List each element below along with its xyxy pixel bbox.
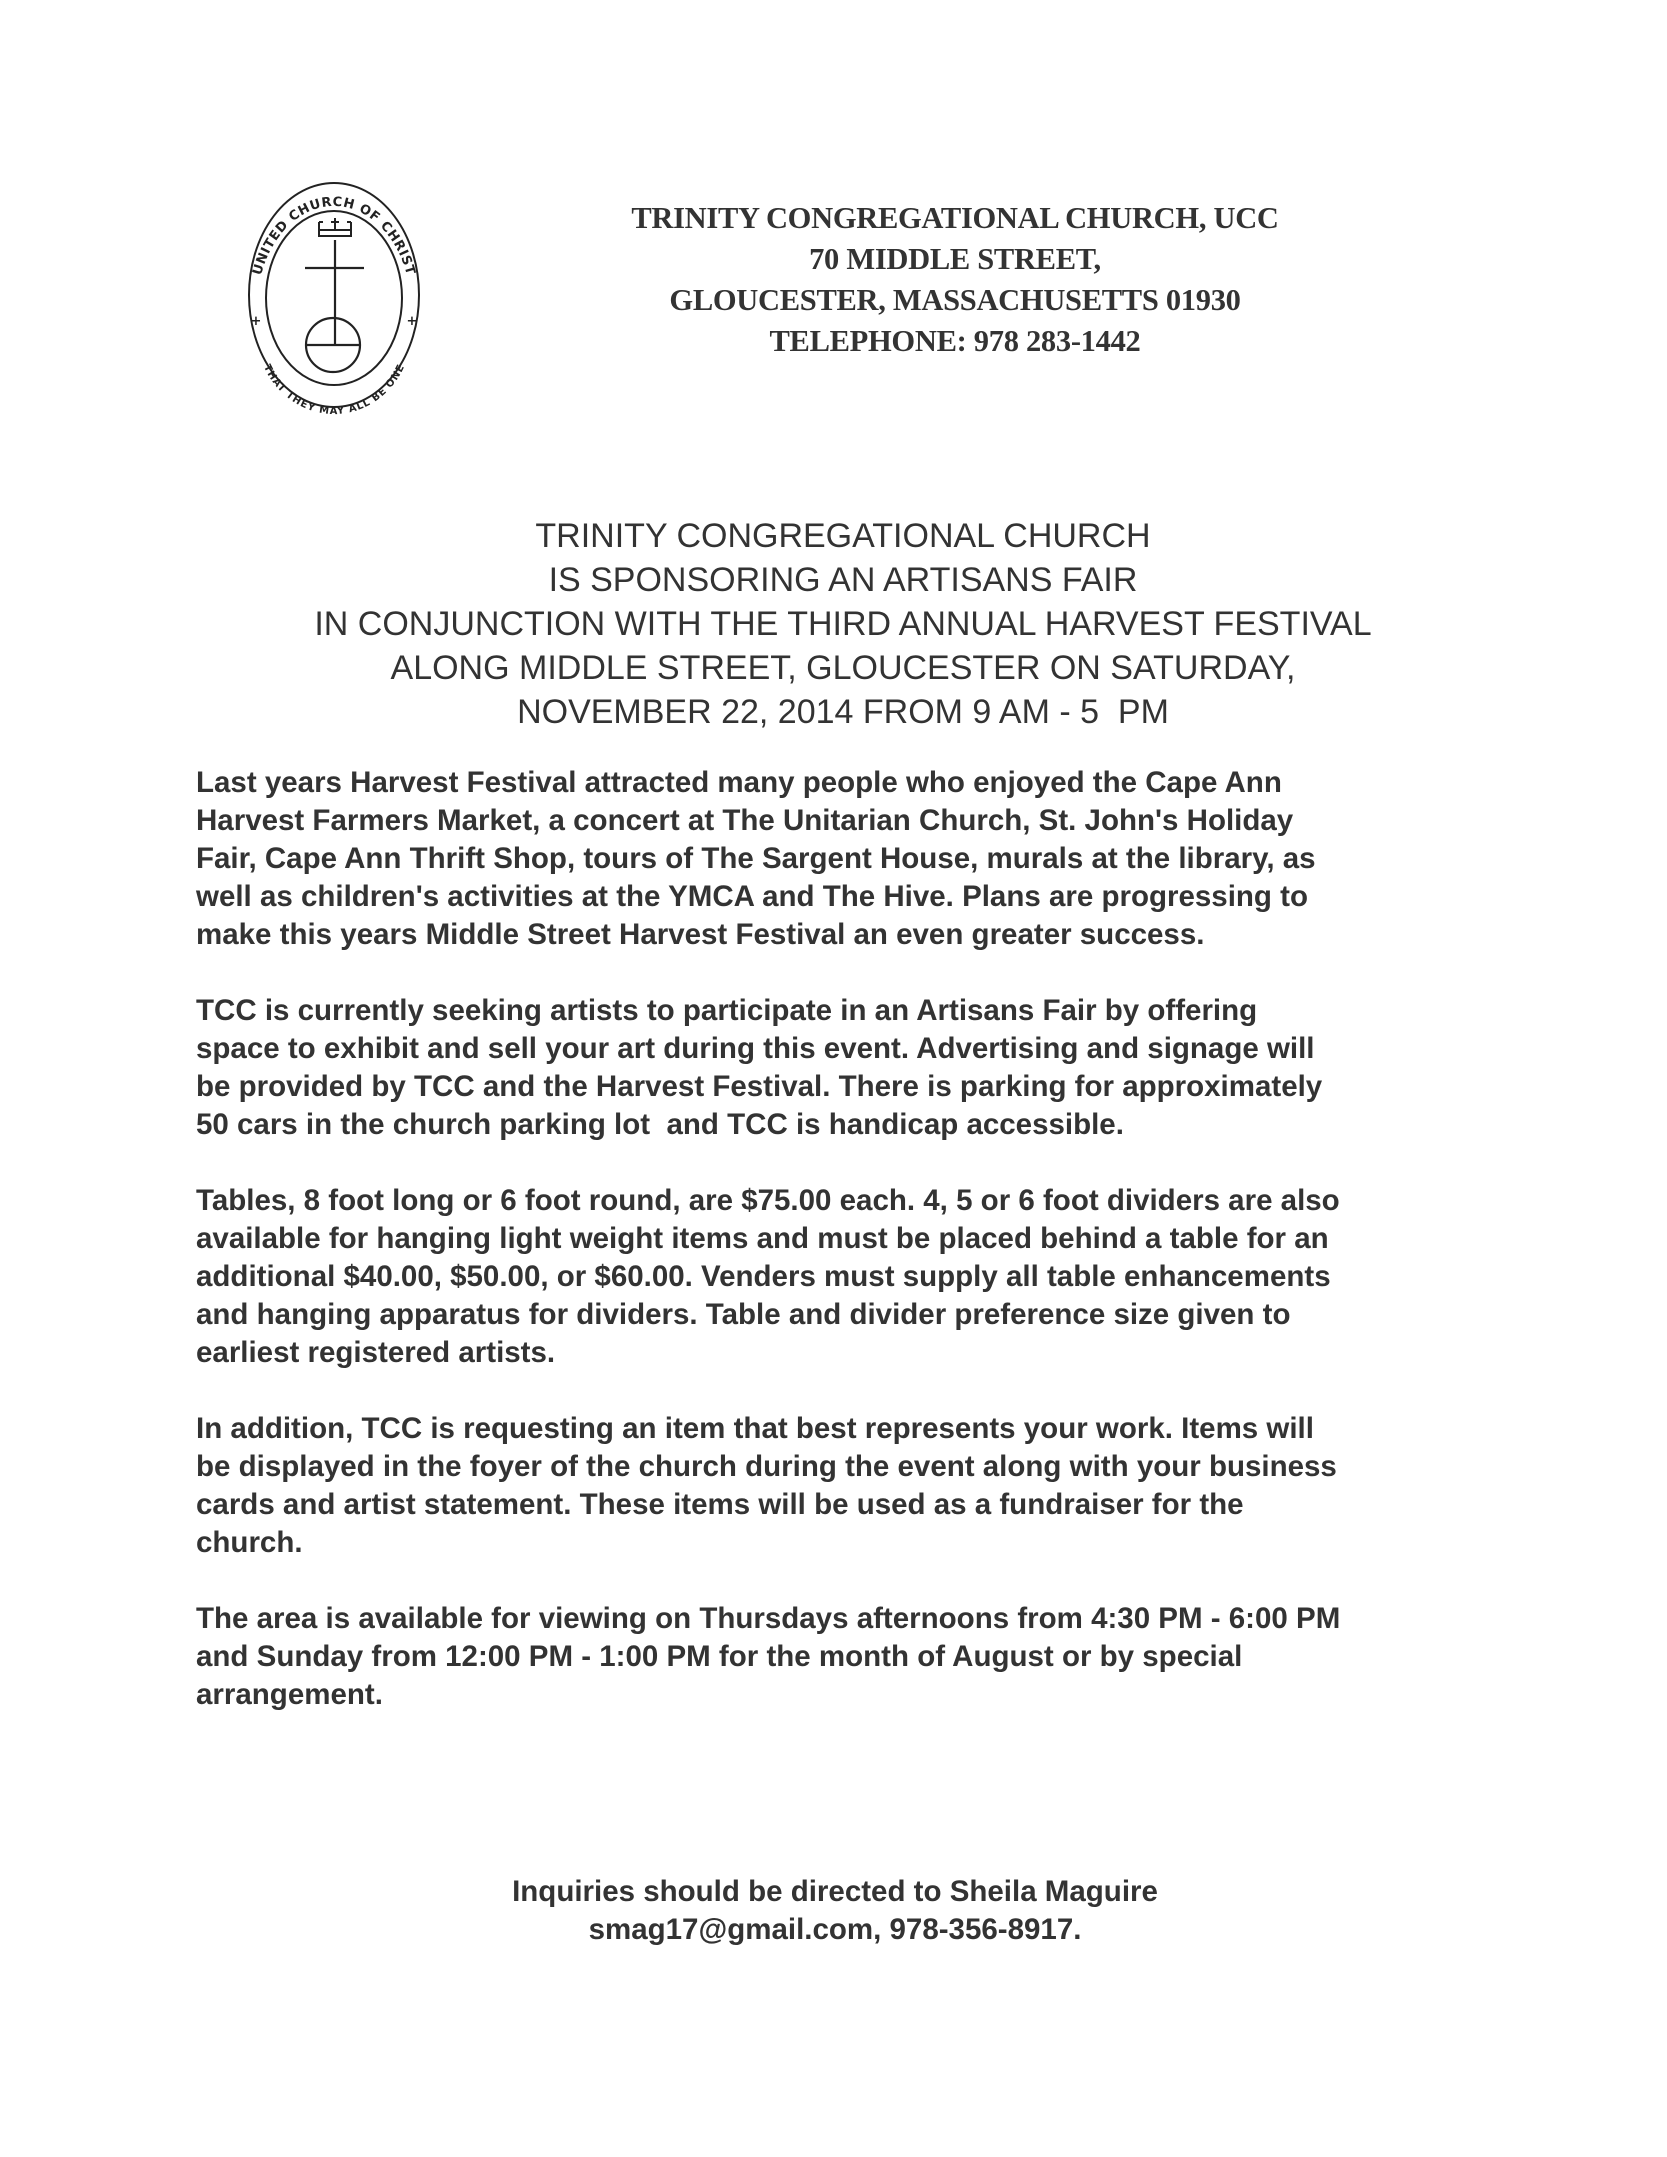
title-line: IN CONJUNCTION WITH THE THIRD ANNUAL HARVEST FESTIVAL [314, 605, 1372, 643]
text-line: The area is available for viewing on Thursdays afternoons from 4:30 PM - 6:00 PM [196, 1602, 1341, 1635]
paragraph-fundraiser-item [196, 1410, 1496, 1562]
globe-icon [306, 318, 360, 372]
text-line: 50 cars in the church parking lot and TCC is handicap accessible. [196, 1108, 1124, 1141]
seal-ring-text-bottom: THAT THEY MAY ALL BE ONE [260, 363, 408, 418]
letterhead-telephone: TELEPHONE: 978 283-1442 [769, 324, 1141, 358]
text-line: TCC is currently seeking artists to participate in an Artisans Fair by offering [196, 994, 1258, 1027]
letterhead-street: 70 MIDDLE STREET, [809, 242, 1101, 276]
title-line: ALONG MIDDLE STREET, GLOUCESTER ON SATURDAY, [390, 649, 1296, 687]
text-line: be provided by TCC and the Harvest Festival. There is parking for approximately [196, 1070, 1323, 1103]
title-line: TRINITY CONGREGATIONAL CHURCH [535, 517, 1151, 555]
letterhead-church-name: TRINITY CONGREGATIONAL CHURCH, UCC [631, 201, 1279, 235]
text-line: cards and artist statement. These items will be used as a fundraiser for the [196, 1488, 1244, 1521]
text-line: available for hanging light weight items and must be placed behind a table for an [196, 1222, 1329, 1255]
seal-plus-left: + [250, 314, 262, 329]
announcement-title [183, 514, 1503, 734]
text-line: Harvest Farmers Market, a concert at The Unitarian Church, St. John's Holiday [196, 804, 1294, 837]
text-line: be displayed in the foyer of the church during the event along with your business [196, 1450, 1337, 1483]
contact-person: Inquiries should be directed to Sheila Maguire [512, 1875, 1158, 1908]
letterhead-city: GLOUCESTER, MASSACHUSETTS 01930 [669, 283, 1241, 317]
paragraph-harvest-festival [196, 764, 1496, 954]
text-line: and Sunday from 12:00 PM - 1:00 PM for the month of August or by special [196, 1640, 1243, 1673]
title-line: NOVEMBER 22, 2014 FROM 9 AM - 5 PM [517, 693, 1169, 731]
seal-plus-right: + [406, 314, 418, 329]
title-line: IS SPONSORING AN ARTISANS FAIR [548, 561, 1138, 599]
paragraph-tables-pricing [196, 1182, 1496, 1372]
text-line: make this years Middle Street Harvest Festival an even greater success. [196, 918, 1205, 951]
paragraph-viewing-hours [196, 1600, 1496, 1714]
text-line: Last years Harvest Festival attracted many people who enjoyed the Cape Ann [196, 766, 1282, 799]
text-line: well as children's activities at the YMCA and The Hive. Plans are progressing to [196, 880, 1308, 913]
text-line: Tables, 8 foot long or 6 foot round, are $75.00 each. 4, 5 or 6 foot dividers are also [196, 1184, 1340, 1217]
text-line: arrangement. [196, 1678, 383, 1711]
seal-ring-text-top: UNITED CHURCH OF CHRIST [250, 194, 418, 277]
body-text [196, 764, 1496, 1752]
crown-icon [319, 218, 351, 236]
letterhead [560, 198, 1350, 362]
paragraph-seeking-artists [196, 992, 1496, 1144]
contact-block [385, 1873, 1285, 1949]
ucc-seal-logo [240, 180, 430, 418]
contact-email-phone[interactable]: smag17@gmail.com, 978-356-8917. [588, 1913, 1082, 1946]
text-line: additional $40.00, $50.00, or $60.00. Venders must supply all table enhancements [196, 1260, 1331, 1293]
text-line: In addition, TCC is requesting an item that best represents your work. Items will [196, 1412, 1314, 1445]
text-line: earliest registered artists. [196, 1336, 556, 1369]
text-line: space to exhibit and sell your art during this event. Advertising and signage will [196, 1032, 1315, 1065]
text-line: church. [196, 1526, 303, 1559]
text-line: and hanging apparatus for dividers. Table and divider preference size given to [196, 1298, 1291, 1331]
text-line: Fair, Cape Ann Thrift Shop, tours of The Sargent House, murals at the library, as [196, 842, 1316, 875]
